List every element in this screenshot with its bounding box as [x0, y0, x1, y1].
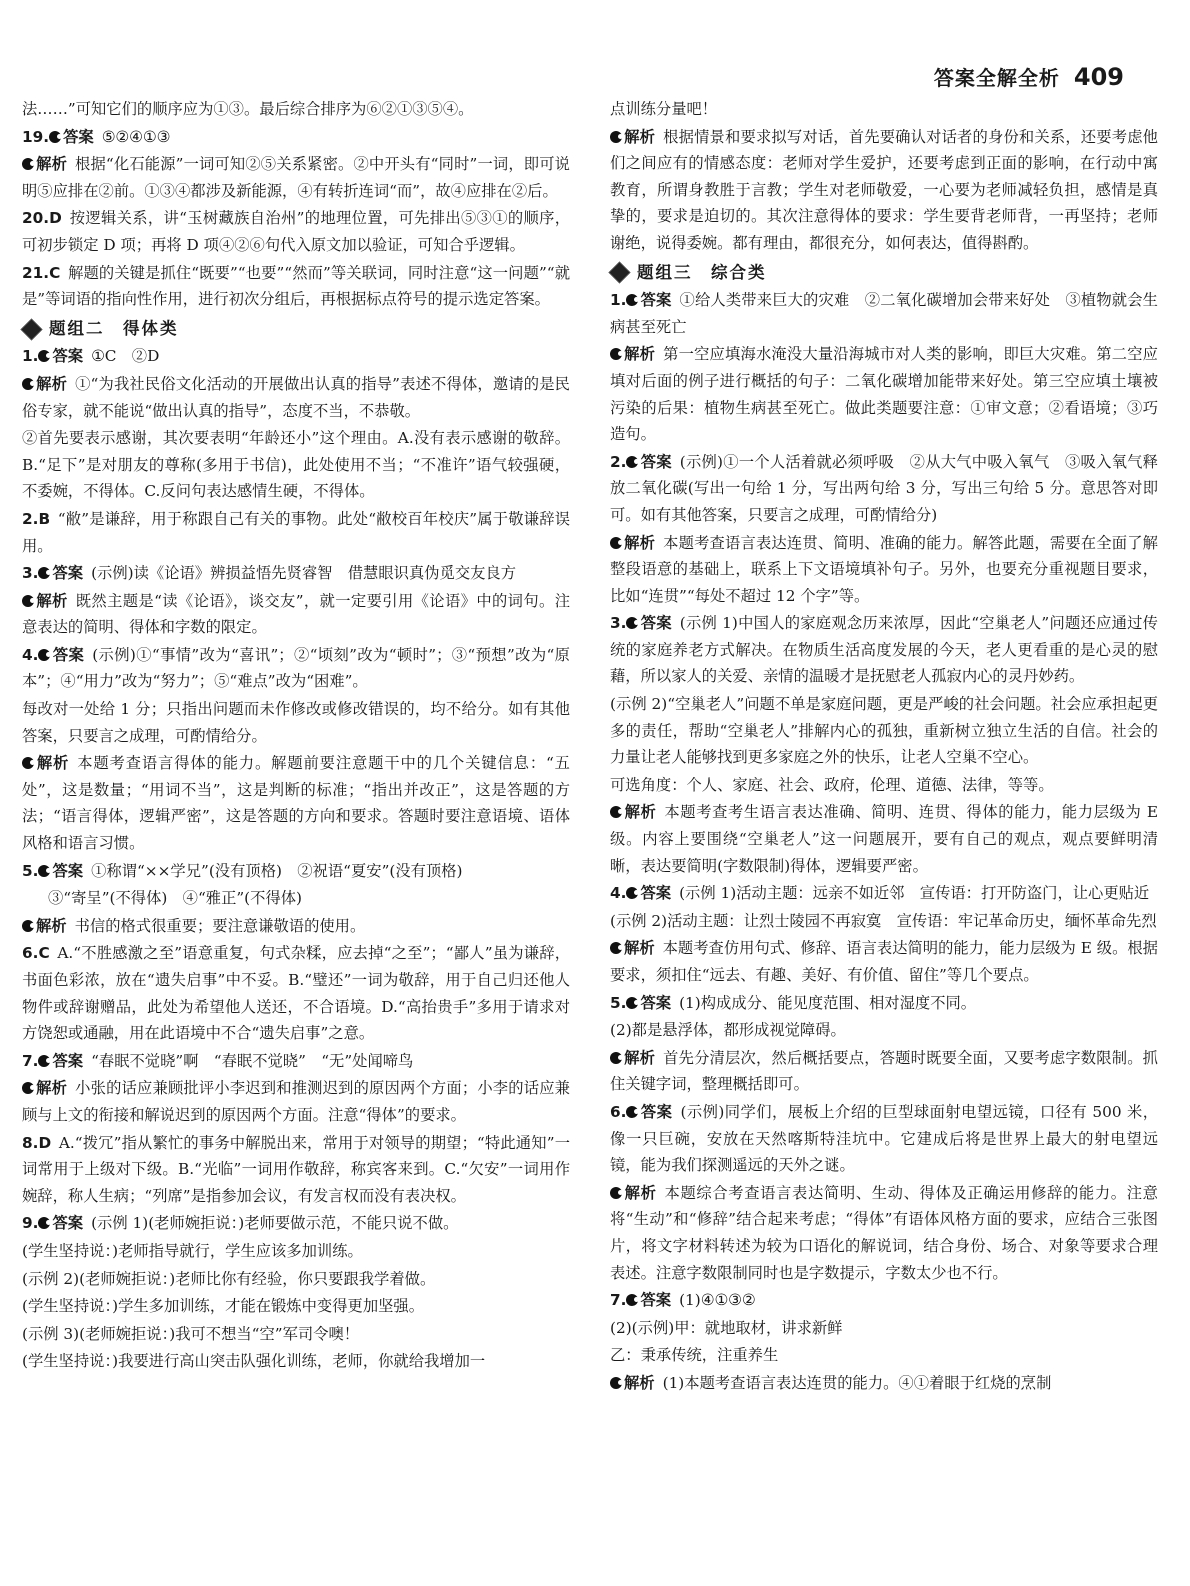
answer-marker-icon [610, 1052, 622, 1064]
answer-marker-icon [610, 348, 622, 360]
paragraph-text: 本题综合考查语言表达简明、生动、得体及正确运用修辞的能力。注意将“生动”和“修辞”结合起来考虑；“得体”有语体风格方面的要求，应结合三张图片，将文字材料转述为较为口语化的解说词，结合身份、场合、对象等要求合理表述。注意字数限制同时也是字数提示，字数太少也不行。 [610, 1183, 1158, 1282]
paragraph [610, 610, 1158, 690]
cube-icon [20, 318, 42, 340]
label-tag: 解析 [624, 533, 656, 552]
paragraph-text: 本题考查仿用句式、修辞、语言表达简明的能力，能力层级为 E 级。根据要求，须扣住“远去、有趣、美好、有价值、留住”等几个要点。 [610, 939, 1158, 984]
paragraph-text: (1)本题考查语言表达连贯的能力。④①着眼于红烧的烹制 [662, 1373, 1052, 1392]
answer-marker-icon [22, 1082, 34, 1094]
question-number: 2. [610, 452, 627, 471]
paragraph [22, 96, 570, 123]
question-number: 3. [610, 614, 627, 633]
question-number: 20.D [22, 209, 62, 228]
page-number: 409 [1073, 63, 1124, 91]
paragraph-text: 既然主题是“读《论语》，谈交友”，就一定要引用《论语》中的词句。注意表达的简明、得体和字数的限定。 [22, 591, 570, 637]
answer-marker-icon [38, 1055, 50, 1067]
paragraph [610, 1370, 1158, 1397]
answer-marker-icon [610, 131, 622, 143]
paragraph [610, 935, 1158, 988]
paragraph-text: A.“不胜感激之至”语意重复，句式杂糅，应去掉“之至”；“鄙人”虽为谦辞，书面色彩浓，放在“遗失启事”中不妥。B.“璧还”一词为敬辞，用于自己归还他人物件或辞谢赠品，此处为希望他人送还，不合语境。D.“高抬贵手”多用于请求对方饶恕或通融，用在此语境中不合“遗失启事”之意。 [22, 944, 570, 1043]
answer-marker-icon [626, 887, 638, 899]
answer-marker-icon [626, 1294, 638, 1306]
question-number: 3. [22, 564, 39, 583]
paragraph-text: 书信的格式很重要；要注意谦敬语的使用。 [74, 916, 366, 935]
paragraph [22, 696, 570, 749]
label-tag: 解析 [624, 345, 656, 364]
paragraph-text: (示例)①“事情”改为“喜讯”；②“顷刻”改为“顿时”；③“预想”改为“原本”；④“用力”改为“努力”；⑤“难点”改为“困难”。 [22, 645, 570, 691]
paragraph [610, 799, 1158, 879]
paragraph [610, 1287, 1158, 1314]
right-column [610, 96, 1158, 1398]
question-number: 7. [22, 1051, 39, 1070]
question-number: 5. [22, 861, 39, 880]
paragraph-text: (学生坚持说：)老师指导就行，学生应该多加训练。 [22, 1241, 363, 1260]
paragraph-text: (示例)同学们，展板上介绍的巨型球面射电望远镜，口径有 500 米，像一只巨碗，安放在天然喀斯特洼坑中。它建成后将是世界上最大的射电望远镜，能为我们探测遥远的天外之谜。 [610, 1102, 1158, 1175]
answer-marker-icon [22, 757, 34, 769]
paragraph [610, 124, 1158, 257]
paragraph-text: (2)(示例)甲：就地取材，讲求新鲜 [610, 1318, 843, 1337]
paragraph [610, 1315, 1158, 1342]
paragraph [22, 750, 570, 856]
paragraph-text: 根据“化石能源”一词可知②⑤关系紧密。②中开头有“同时”一词，即可说明⑤应排在②前。①③④都涉及新能源，④有转折连词“而”，故④应排在②后。 [22, 155, 570, 200]
label-tag: 答案 [52, 1214, 84, 1233]
paragraph-text: ①给人类带来巨大的灾难 ②二氧化碳增加会带来好处 ③植物就会生病甚至死亡 [610, 291, 1158, 336]
label-tag: 答案 [52, 564, 84, 583]
label-tag: 解析 [624, 127, 656, 146]
left-column [22, 96, 570, 1376]
label-tag: 解析 [36, 754, 70, 773]
label-tag: 答案 [52, 347, 84, 366]
paragraph [22, 940, 570, 1046]
question-number: 6. [610, 1102, 627, 1121]
paragraph [22, 343, 570, 370]
answer-marker-icon [610, 537, 622, 549]
question-number: 8.D [22, 1133, 52, 1152]
paragraph-text: 本题考查考生语言表达准确、简明、连贯、得体的能力，能力层级为 E 级。内容上要围绕“空巢老人”这一问题展开，要有自己的观点，观点要鲜明清晰，表达要简明(字数限制)得体，逻辑要严密。 [610, 803, 1158, 875]
paragraph [610, 990, 1158, 1017]
paragraph-text: 小张的话应兼顾批评小李迟到和推测迟到的原因两个方面；小李的话应兼顾与上文的衔接和解说迟到的原因两个方面。注意“得体”的要求。 [22, 1079, 570, 1124]
label-tag: 解析 [624, 803, 657, 822]
question-number: 7. [610, 1291, 627, 1310]
paragraph-text: 解题的关键是抓住“既要”“也要”“然而”等关联词，同时注意“这一问题”“就是”等词语的指向性作用，进行初次分组后，再根据标点符号的提示选定答案。 [22, 263, 570, 309]
paragraph-text: ③“寄呈”(不得体) ④“雅正”(不得体) [48, 889, 303, 908]
label-tag: 解析 [36, 916, 67, 935]
label-tag: 解析 [624, 1048, 656, 1067]
label-tag: 答案 [640, 614, 672, 633]
paragraph-text: ①C ②D [91, 347, 160, 366]
paragraph-text: ①“为我社民俗文化活动的开展做出认真的指导”表述不得体，邀请的是民俗专家，就不能说“做出认真的指导”，态度不当，不恭敬。 [22, 374, 570, 420]
answer-marker-icon [49, 131, 61, 143]
answer-marker-icon [626, 997, 638, 1009]
paragraph-text: 法……”可知它们的顺序应为①③。最后综合排序为⑥②①③⑤④。 [22, 100, 474, 118]
paragraph [22, 1321, 570, 1348]
header-title: 答案全解全析 [933, 66, 1060, 90]
paragraph [610, 1180, 1158, 1286]
paragraph [22, 425, 570, 505]
paragraph-text: (示例 1)活动主题：远亲不如近邻 宣传语：打开防盗门，让心更贴近 [679, 884, 1150, 903]
paragraph-text: (学生坚持说：)我要进行高山突击队强化训练，老师，你就给我增加一 [22, 1352, 486, 1371]
paragraph-text: ②首先要表示感谢，其次要表明“年龄还小”这个理由。A.没有表示感谢的敬辞。B.“足下”是对朋友的尊称(多用于书信)，此处使用不当；“不准许”语气较强硬，不委婉，不得体。C.反问句表达感情生硬，不得体。 [22, 429, 570, 501]
paragraph [22, 371, 570, 424]
paragraph-text: 第一空应填海水淹没大量沿海城市对人类的影响，即巨大灾难。第二空应填对后面的例子进行概括的句子：二氧化碳增加能带来好处。第三空应填土壤被污染的后果：植物生病甚至死亡。做此类题要注意：①审文意；②看语境；③巧造句。 [610, 345, 1158, 444]
paragraph-text: 点训练分量吧！ [610, 100, 718, 118]
paragraph-text: (学生坚持说：)学生多加训练，才能在锻炼中变得更加坚强。 [22, 1297, 425, 1316]
label-tag: 答案 [63, 127, 94, 146]
label-tag: 解析 [624, 939, 655, 958]
paragraph [610, 1045, 1158, 1098]
paragraph [22, 642, 570, 695]
label-tag: 解析 [36, 591, 68, 610]
answer-marker-icon [610, 1187, 622, 1199]
answer-marker-icon [610, 806, 622, 818]
paragraph [22, 260, 570, 313]
label-tag: 解析 [36, 1079, 68, 1098]
answer-marker-icon [626, 456, 638, 468]
paragraph [22, 1048, 570, 1075]
paragraph [22, 205, 570, 258]
paragraph-text: (示例 1)(老师婉拒说：)老师要做示范，不能只说不做。 [91, 1214, 459, 1233]
label-tag: 答案 [640, 1291, 672, 1310]
paragraph [22, 151, 570, 204]
page-header [934, 62, 1124, 91]
answer-marker-icon [38, 567, 50, 579]
paragraph [22, 1266, 570, 1293]
paragraph-text: 本题考查语言得体的能力。解题前要注意题干中的几个关键信息：“五处”，这是数量；“用词不当”，这是判断的标准；“指出并改正”，这是答题的方法；“语言得体，逻辑严密”，这是答题的方向和要求。答题时要注意语境、语体风格和语言习惯。 [22, 754, 570, 853]
question-number: 21.C [22, 263, 61, 282]
paragraph [610, 287, 1158, 340]
question-number: 19. [22, 127, 50, 146]
paragraph-text: A.“拨冗”指从繁忙的事务中解脱出来，常用于对领导的期望；“特此通知”一词常用于上级对下级。B.“光临”一词用作敬辞，称宾客来到。C.“欠安”一词用作婉辞，称人生病；“列席”是指参加会议，有发言权而没有表决权。 [22, 1133, 570, 1205]
paragraph-text: ①称谓“××学兄”(没有顶格) ②祝语“夏安”(没有顶格) [91, 861, 463, 880]
question-number: 6.C [22, 944, 50, 963]
question-number: 9. [22, 1214, 39, 1233]
paragraph-text: 首先分清层次，然后概括要点，答题时既要全面，又要考虑字数限制。抓住关键字词，整理概括即可。 [610, 1048, 1158, 1094]
cube-icon [608, 262, 630, 284]
label-tag: 答案 [52, 861, 84, 880]
paragraph [22, 885, 570, 912]
answer-marker-icon [38, 865, 50, 877]
paragraph [22, 858, 570, 885]
answer-marker-icon [38, 1217, 50, 1229]
question-number: 2.B [22, 509, 51, 528]
section-heading [610, 260, 1158, 287]
paragraph [610, 449, 1158, 529]
paragraph-text: (示例 2)活动主题：让烈士陵园不再寂寞 宣传语：牢记革命历史，缅怀革命先烈 [610, 911, 1157, 930]
paragraph [610, 96, 1158, 123]
paragraph [22, 124, 570, 151]
section-title: 题组二 得体类 [49, 318, 179, 338]
answer-marker-icon [610, 942, 622, 954]
paragraph [610, 341, 1158, 447]
section-title: 题组三 综合类 [637, 262, 767, 282]
question-number: 1. [22, 347, 39, 366]
label-tag: 解析 [36, 155, 68, 174]
answer-marker-icon [22, 920, 34, 932]
answer-marker-icon [610, 1377, 622, 1389]
label-tag: 解析 [624, 1373, 655, 1392]
paragraph-text: (示例 1)中国人的家庭观念历来浓厚，因此“空巢老人”问题还应通过传统的家庭养老方式解决。在物质生活高度发展的今天，老人更看重的是心灵的慰藉，所以家人的关爱、亲情的温暖才是抚慰老人孤寂内心的灵丹妙药。 [610, 614, 1158, 686]
label-tag: 答案 [640, 993, 672, 1012]
paragraph-text: 乙：秉承传统，注重养生 [610, 1346, 779, 1365]
paragraph [610, 1099, 1158, 1179]
answer-marker-icon [38, 649, 50, 661]
paragraph [610, 880, 1158, 907]
paragraph-text: 本题考查语言表达连贯、简明、准确的能力。解答此题，需要在全面了解整段语意的基础上，联系上下文语境填补句子。另外，也要充分重视题目要求，比如“连贯”“每处不超过 12 个字”等。 [610, 533, 1158, 605]
paragraph [610, 908, 1158, 935]
label-tag: 答案 [640, 291, 672, 310]
paragraph [610, 1342, 1158, 1369]
paragraph [22, 1075, 570, 1128]
paragraph [22, 506, 570, 559]
paragraph-text: (示例 2)(老师婉拒说：)老师比你有经验，你只要跟我学着做。 [22, 1269, 436, 1288]
paragraph [610, 1017, 1158, 1044]
label-tag: 答案 [52, 645, 85, 664]
section-heading [22, 316, 570, 343]
label-tag: 解析 [624, 1183, 657, 1202]
answer-marker-icon [22, 595, 34, 607]
paragraph [610, 530, 1158, 610]
paragraph [22, 1238, 570, 1265]
paragraph-text: 按逻辑关系，讲“玉树藏族自治州”的地理位置，可先排出⑤③①的顺序，可初步锁定 D 项；再将 D 项④②⑥句代入原文加以验证，可知合乎逻辑。 [22, 209, 570, 254]
answer-marker-icon [626, 617, 638, 629]
paragraph-text: “敝”是谦辞，用于称跟自己有关的事物。此处“敝校百年校庆”属于敬谦辞误用。 [22, 509, 570, 555]
paragraph [22, 1348, 570, 1375]
paragraph [22, 1293, 570, 1320]
paragraph [22, 1130, 570, 1210]
paragraph-text: 根据情景和要求拟写对话，首先要确认对话者的身份和关系，还要考虑他们之间应有的情感态度：老师对学生爱护，还要考虑到正面的影响，在行动中寓教育，所谓身教胜于言教；学生对老师敬爱，一心要为老师减轻负担，感情是真挚的，要求是迫切的。其次注意得体的要求：学生要背老师背，一再坚持；老师谢绝，说得委婉。都有理由，都很充分，如何表达，值得斟酌。 [610, 127, 1158, 252]
paragraph-text: (示例 3)(老师婉拒说：)我可不想当“空”军司令噢！ [22, 1324, 360, 1343]
label-tag: 答案 [640, 452, 672, 471]
paragraph-text: (2)都是悬浮体，都形成视觉障碍。 [610, 1021, 846, 1040]
question-number: 5. [610, 993, 627, 1012]
label-tag: 答案 [640, 884, 672, 903]
question-number: 1. [610, 291, 627, 310]
paragraph-text: 每改对一处给 1 分；只指出问题而未作修改或修改错误的，均不给分。如有其他答案，只要言之成理，可酌情给分。 [22, 700, 570, 745]
answer-marker-icon [626, 294, 638, 306]
answer-marker-icon [22, 158, 34, 170]
paragraph [610, 772, 1158, 799]
paragraph-text: (示例)①一个人活着就必须呼吸 ②从大气中吸入氧气 ③吸入氧气释放二氧化碳(写出一句给 1 分，写出两句给 3 分，写出三句给 5 分。意思答对即可。如有其他答案，只要言之成理，可酌情给分) [610, 452, 1158, 524]
answer-marker-icon [38, 350, 50, 362]
paragraph [22, 560, 570, 587]
paragraph-text: (1)④①③② [679, 1291, 756, 1310]
paragraph [610, 691, 1158, 771]
paragraph [22, 1210, 570, 1237]
paragraph-text: (示例)读《论语》辨损益悟先贤睿智 借慧眼识真伪觅交友良方 [91, 564, 517, 583]
label-tag: 答案 [640, 1102, 673, 1121]
paragraph [22, 913, 570, 940]
answer-marker-icon [22, 378, 34, 390]
paragraph-text: “春眠不觉晓”啊 “春眠不觉晓” “无”处闻啼鸟 [91, 1051, 414, 1070]
paragraph-text: 可选角度：个人、家庭、社会、政府，伦理、道德、法律，等等。 [610, 775, 1054, 794]
label-tag: 答案 [52, 1051, 84, 1070]
label-tag: 解析 [36, 374, 68, 393]
paragraph [22, 588, 570, 641]
paragraph-text: ⑤②④①③ [101, 127, 171, 146]
question-number: 4. [22, 645, 39, 664]
paragraph-text: (示例 2)“空巢老人”问题不单是家庭问题，更是严峻的社会问题。社会应承担起更多的责任，帮助“空巢老人”排解内心的孤独，重新树立独立生活的自信。社会的力量让老人能够找到更多家庭之外的快乐，让老人空巢不空心。 [610, 695, 1158, 767]
question-number: 4. [610, 884, 627, 903]
answer-marker-icon [626, 1106, 638, 1118]
paragraph-text: (1)构成成分、能见度范围、相对湿度不同。 [679, 993, 977, 1012]
